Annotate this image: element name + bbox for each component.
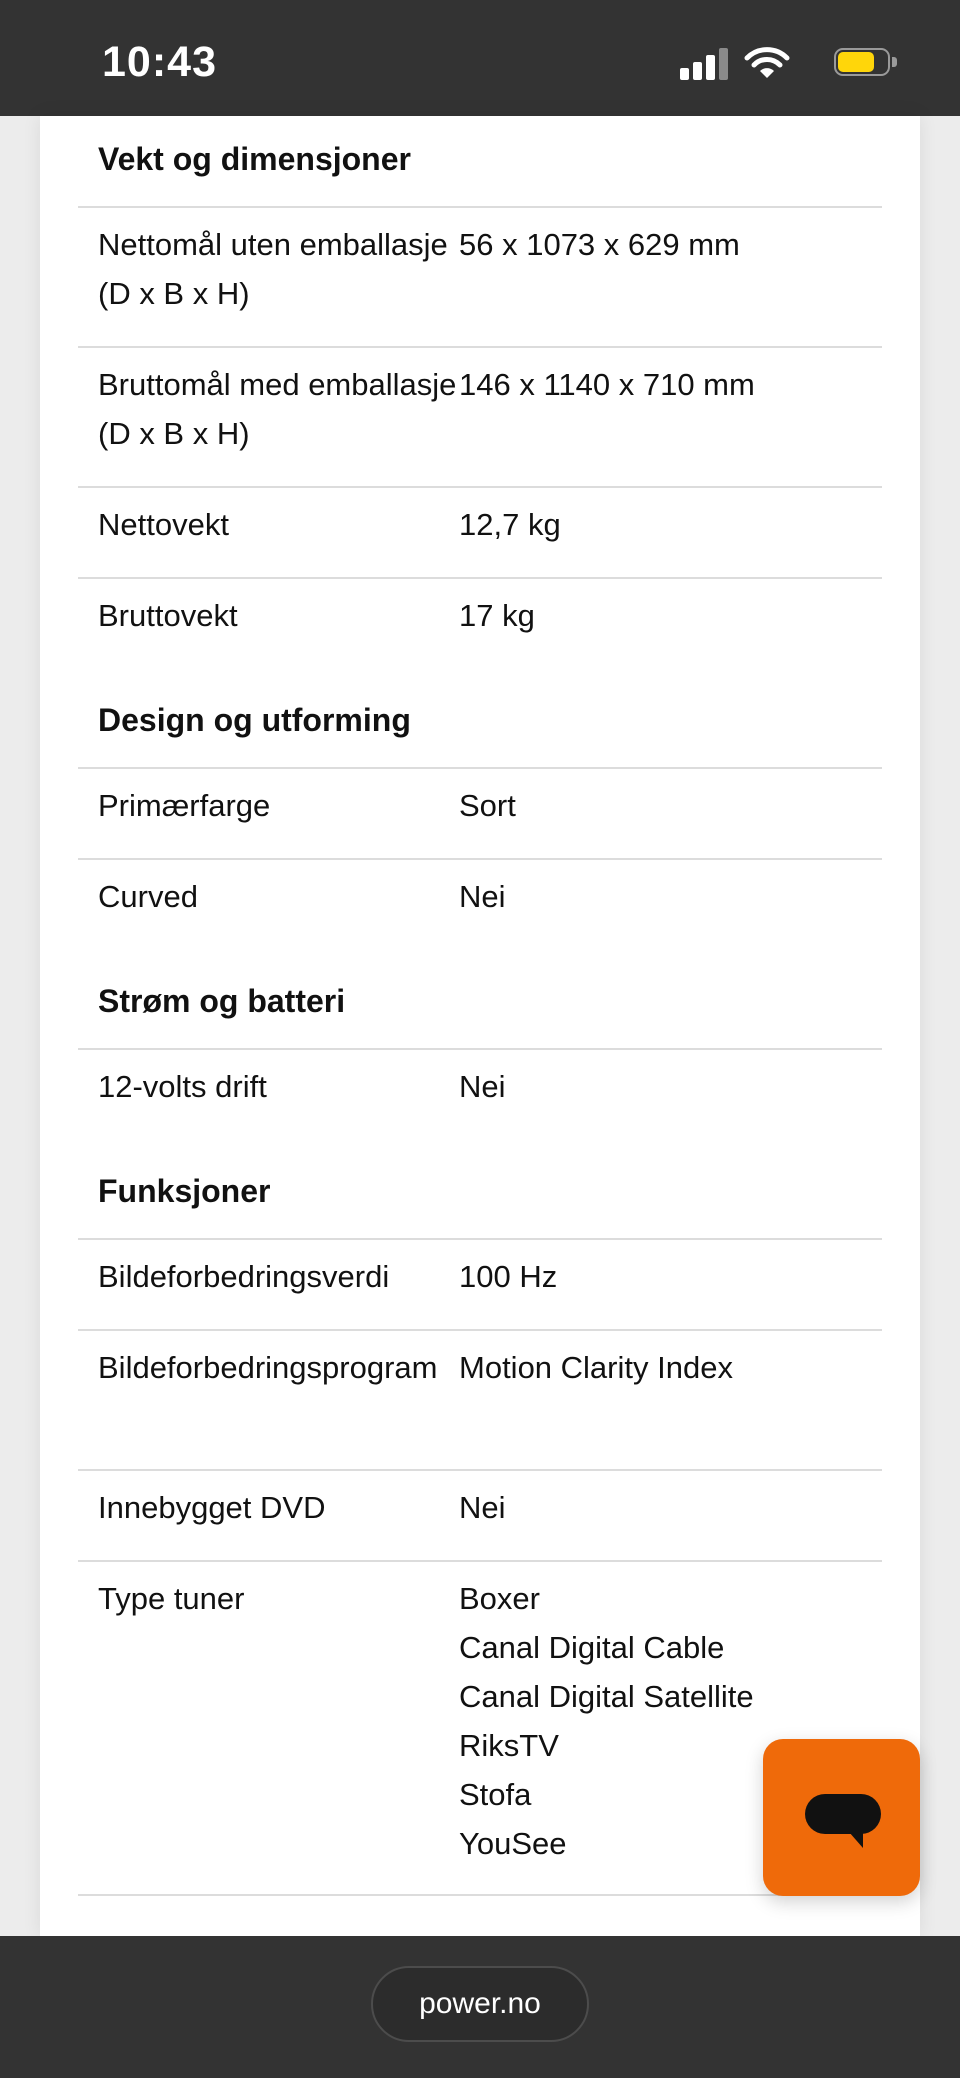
- spec-value-line: Nei: [459, 879, 506, 914]
- spec-label: Bruttomål med emballasje (D x B x H): [98, 367, 457, 451]
- wifi-icon: [744, 46, 790, 80]
- spec-value: [459, 348, 882, 486]
- browser-bottom-bar: [0, 1936, 960, 2078]
- spec-value-line: YouSee: [459, 1826, 567, 1861]
- spec-value-line: 146 x 1140 x 710 mm: [459, 367, 755, 402]
- spec-label: Innebygget DVD: [98, 1490, 326, 1525]
- battery-level: [838, 52, 874, 72]
- spec-row: [78, 1469, 882, 1560]
- specifications-table: [78, 116, 882, 1896]
- spec-value-line: 100 Hz: [459, 1259, 558, 1294]
- spec-value: [459, 1331, 882, 1469]
- section-heading: Strøm og batteri: [98, 983, 346, 1019]
- spec-label: Nettovekt: [98, 507, 229, 542]
- spec-row: [78, 486, 882, 577]
- spec-value-line: Stofa: [459, 1777, 532, 1812]
- spec-row: [78, 1048, 882, 1139]
- spec-row: [78, 346, 882, 486]
- spec-row: [78, 767, 882, 858]
- spec-row: [78, 1560, 882, 1896]
- spec-label: Nettomål uten emballasje (D x B x H): [98, 227, 448, 311]
- address-bar[interactable]: power.no: [371, 1966, 589, 2042]
- spec-value: [459, 1240, 882, 1329]
- spec-label: Curved: [98, 879, 198, 914]
- cellular-signal-icon: [680, 48, 728, 80]
- spec-value: [459, 208, 882, 346]
- spec-row: [78, 206, 882, 346]
- spec-value: [459, 1050, 882, 1139]
- spec-value-line: Nei: [459, 1490, 506, 1525]
- spec-value: [459, 1471, 882, 1560]
- spec-row: [78, 858, 882, 949]
- spec-label: Bildeforbedringsverdi: [98, 1259, 390, 1294]
- spec-value: [459, 860, 882, 949]
- spec-value: [459, 769, 882, 858]
- spec-row: [78, 577, 882, 668]
- chat-button[interactable]: [763, 1739, 920, 1896]
- spec-value-line: Sort: [459, 788, 516, 823]
- product-specs-card: [40, 116, 920, 1936]
- spec-value-line: Boxer: [459, 1581, 540, 1616]
- section-heading: Funksjoner: [98, 1173, 271, 1209]
- spec-value-line: Nei: [459, 1069, 506, 1104]
- section-heading: Vekt og dimensjoner: [98, 141, 411, 177]
- section-heading: Design og utforming: [98, 702, 411, 738]
- chat-bubble-icon: [805, 1794, 881, 1850]
- spec-value-line: RiksTV: [459, 1728, 559, 1763]
- status-bar: [0, 0, 960, 116]
- spec-value-line: 17 kg: [459, 598, 535, 633]
- spec-label: Bruttovekt: [98, 598, 238, 633]
- battery-icon: [834, 48, 898, 78]
- spec-value-line: 56 x 1073 x 629 mm: [459, 227, 740, 262]
- spec-row: [78, 1329, 882, 1469]
- spec-value: [459, 579, 882, 668]
- spec-value-line: Canal Digital Cable: [459, 1630, 725, 1665]
- spec-value-line: 12,7 kg: [459, 507, 561, 542]
- spec-value-line: Motion Clarity Index: [459, 1350, 733, 1385]
- status-time: 10:43: [102, 38, 217, 86]
- spec-row: [78, 1238, 882, 1329]
- spec-label: Type tuner: [98, 1581, 245, 1616]
- spec-value-line: Canal Digital Satellite: [459, 1679, 754, 1714]
- spec-label: Primærfarge: [98, 788, 271, 823]
- spec-value: [459, 488, 882, 577]
- spec-label: Bildeforbedringsprogram: [98, 1350, 438, 1385]
- spec-label: 12-volts drift: [98, 1069, 267, 1104]
- status-icons: [668, 44, 898, 84]
